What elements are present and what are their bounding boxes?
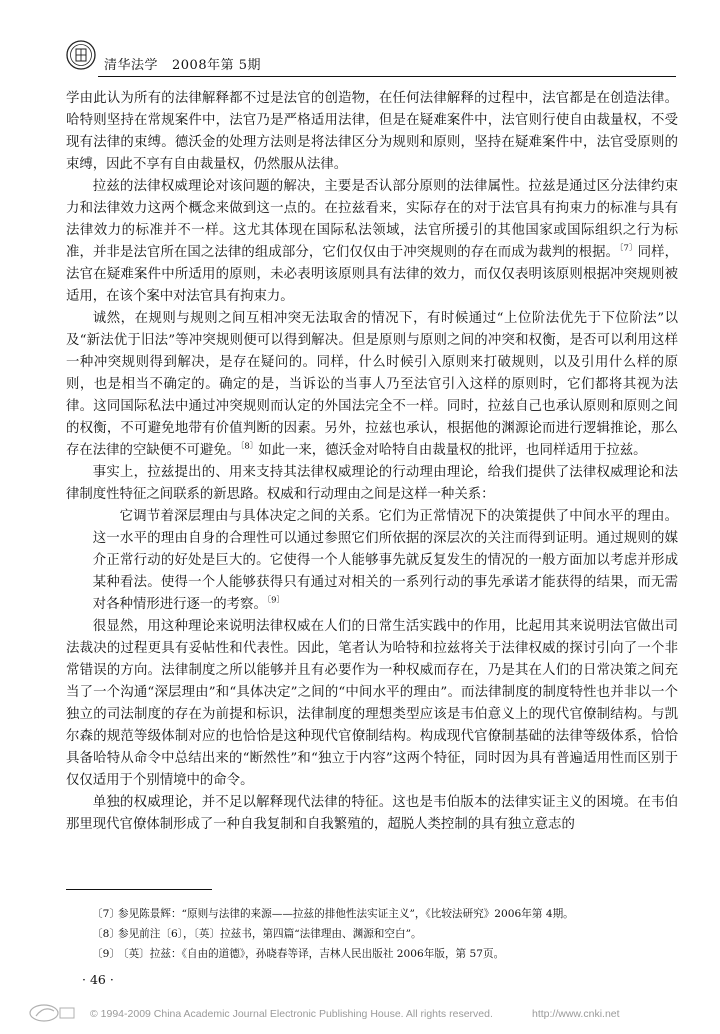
footnotes [92,904,672,964]
footnote-ref-9: 〔9〕 [266,595,286,606]
running-head [104,54,261,73]
paragraph-text: 拉兹的法律权威理论对该问题的解决，主要是否认部分原则的法律属性。拉兹是通过区分法律约束力和法律效力这两个概念来做到这一点的。在拉兹看来，实际存在的对于法官具有拘束力的标准与具有法律效力的标准并不一样。这尤其体现在国际私法领域，法官所援引的其他国家或国际组织之行为标准，并非是法官所在国之法律的组成部分，它们仅仅由于冲突规则的存在而成为裁判的根据。 [66,179,678,260]
paragraph: 学由此认为所有的法律解释都不过是法官的创造物，在任何法律解释的过程中，法官都是在创造法律。哈特则坚持在常规案件中，法官乃是严格适用法律，但是在疑难案件中，法官则行使自由裁量权，不受现有法律的束缚。德沃金的处理方法则是将法律区分为规则和原则，坚持在疑难案件中，法官受原则的束缚，因此不享有自由裁量权，仍然服从法律。 [66,91,678,172]
journal-name: 清华法学 [104,58,159,73]
footnote-mark: 〔9〕 [92,948,120,960]
issue-label: 2008年第 5期 [172,58,262,73]
footnote-item [92,944,672,964]
cnki-logo-icon [28,1002,78,1024]
paragraph [66,308,678,462]
paragraph: 事实上，拉兹提出的、用来支持其法律权威理论的行动理由理论，给我们提供了法律权威理论和法律制度性特征之间联系的新思路。权威和行动理由之间是这样一种关系： [66,465,678,502]
tsinghua-seal-icon [66,40,96,70]
paragraph-text: 诚然，在规则与规则之间互相冲突无法取舍的情况下，有时候通过“上位阶法优先于下位阶法”以及“新法优于旧法”等冲突规则便可以得到解决。但是原则与原则之间的冲突和权衡，是否可以利用这样一种冲突规则得到解决，是存在疑问的。同样，什么时候引入原则来打破规则，以及引用什么样的原则，也是相当不确定的。确定的是，当诉讼的当事人乃至法官引入这样的原则时，它们都将其视为法律。这同国际私法中通过冲突规则而认定的外国法完全不一样。同时，拉兹自己也承认原则和原则之间的权衡，不可避免地带有价值判断的因素。另外，拉兹也承认，根据他的渊源论而进行逻辑推论，那么存在法律的空缺便不可避免。 [66,311,678,458]
copyright-text: © 1994-2009 China Academic Journal Electronic Publishing House. All rights reserved. [90,1008,493,1020]
paragraph-text: 如此一来，德沃金对哈特自由裁量权的批评，也同样适用于拉兹。 [258,443,647,458]
paragraph-text: 同样，法官在疑难案件中所适用的原则，未必表明该原则具有法律的效力，而仅仅表明该原则根据冲突规则被适用，在该个案中对法官具有拘束力。 [66,245,678,304]
footnote-text: 参见陈景辉：“原则与法律的来源——拉兹的排他性法实证主义”，《比较法研究》2006年第 4期。 [118,908,574,920]
footnote-rule [66,889,212,890]
footnote-mark: 〔8〕 [92,928,120,940]
page-number: · 46 · [82,972,114,987]
copyright-footer [28,1002,692,1026]
cnki-link[interactable]: http://www.cnki.net [532,1008,620,1020]
footnote-ref-7: 〔7〕 [619,243,638,254]
paragraph: 单独的权威理论，并不足以解释现代法律的特征。这也是韦伯版本的法律实证主义的困境。在韦伯那里现代官僚体制形成了一种自我复制和自我繁殖的，超脱人类控制的具有独立意志的 [66,795,678,832]
footnote-item [92,924,672,944]
footnote-text: 参见前注〔6〕，〔英〕拉兹书，第四篇“法律理由、渊源和空白”。 [118,928,422,940]
footnote-ref-8: 〔8〕 [240,441,259,452]
body-text [66,88,678,836]
footnote-mark: 〔7〕 [92,908,120,920]
paragraph: 很显然，用这种理论来说明法律权威在人们的日常生活实践中的作用，比起用其来说明法官做出司法裁决的过程更具有妥帖性和代表性。因此，笔者认为哈特和拉兹将关于法律权威的探讨引向了一个非常错误的方向。法律制度之所以能够并且有必要作为一种权威而存在，乃是其在人们的日常决策之间充当了一个沟通“深层理由”和“具体决定”之间的“中间水平的理由”。而法律制度的制度特性也并非以一个独立的司法制度的存在为前提和标识，法律制度的理想类型应该是韦伯意义上的现代官僚制结构。与凯尔森的规范等级体制对应的也恰恰是这种现代官僚制结构。构成现代官僚制基础的法律等级体系，恰恰具备哈特从命令中总结出来的“断然性”和“独立于内容”这两个特征，同时因为具有普遍适用性而区别于仅仅适用于个别情境中的命令。 [66,619,678,788]
quote-text: 它调节着深层理由与具体决定之间的关系。它们为正常情况下的决策提供了中间水平的理由。这一水平的理由自身的合理性可以通过参照它们所依据的深层次的关注而得到证明。通过规则的媒介正常行动的好处是巨大的。它使得一个人能够事先就反复发生的情况的一般方面加以考虑并形成某种看法。使得一个人能够获得只有通过对相关的一系列行动的事先承诺才能获得的结果，而无需对各种情形进行逐一的考察。 [92,509,678,612]
header-rule [98,76,676,77]
page-header [66,40,676,74]
footnote-text: 〔英〕拉兹：《自由的道德》，孙晓春等译，吉林人民出版社 2006年版，第 57页。 [118,948,505,960]
footnote-item [92,904,672,924]
paragraph [66,176,678,308]
block-quote [93,506,678,616]
